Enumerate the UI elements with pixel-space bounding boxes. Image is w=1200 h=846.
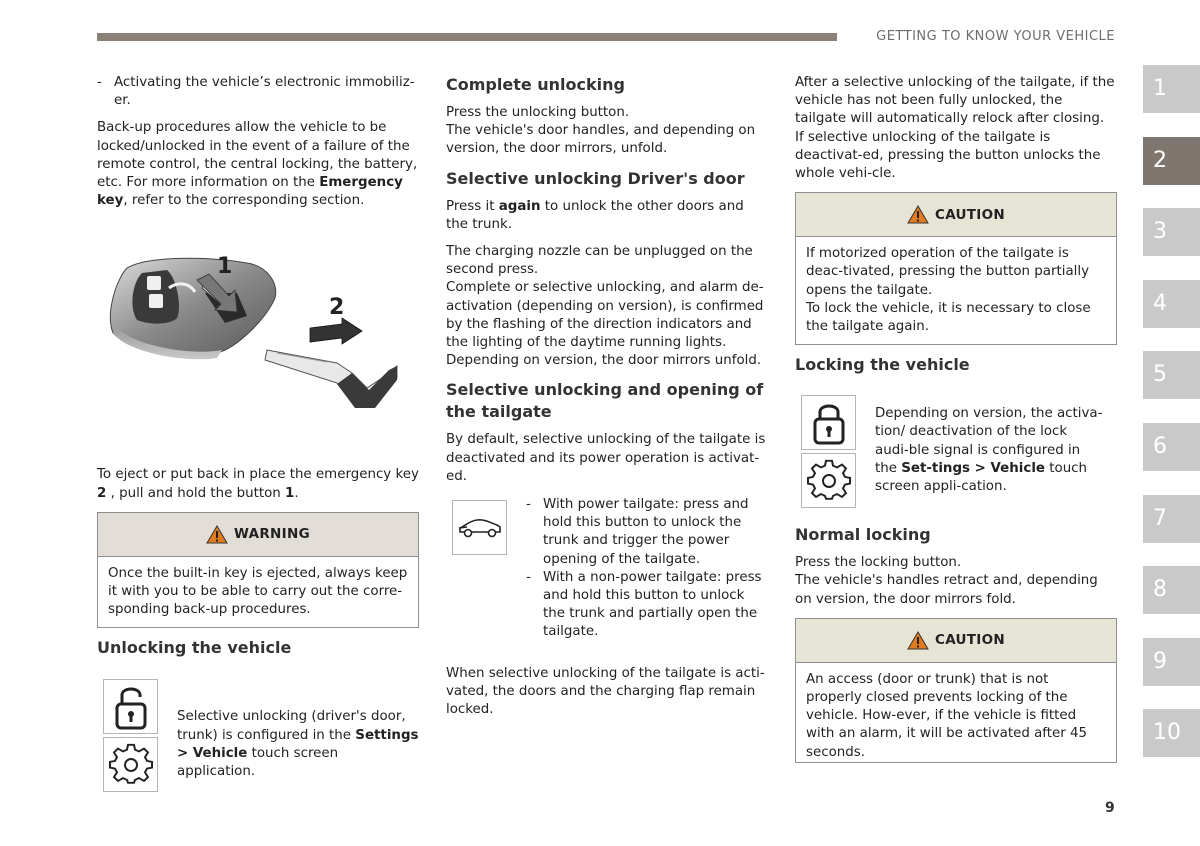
gear-icon: [109, 743, 153, 787]
key-fob-illustration: [97, 238, 419, 453]
press-again-text: Press it again to unlock the other doors and the trunk.: [446, 198, 744, 232]
caution-body-1: [796, 237, 1116, 344]
charging-text-1: The charging nozzle can be unplugged on the second press.: [446, 244, 753, 278]
caution-header-1: [796, 193, 1116, 237]
chapter-tab-8[interactable]: 8: [1143, 566, 1200, 614]
caution-text-1a: If motorized operation of the tailgate is deac-tivated, pressing the button partially opens the tailgate.: [806, 246, 1090, 298]
chapter-tab-1[interactable]: 1: [1143, 65, 1200, 113]
complete-text-1: Press the unlocking button.: [446, 105, 630, 120]
warning-title: WARNING: [234, 526, 310, 543]
bullet-immobilizer: - Activating the vehicle’s electronic immobiliz-er.: [97, 74, 419, 110]
caution-header-2: [796, 619, 1116, 663]
locking-setting-row: [795, 395, 1117, 513]
section-title: GETTING TO KNOW YOUR VEHICLE: [876, 29, 1115, 44]
key-figure: [97, 238, 419, 453]
chapter-tab-10[interactable]: 10: [1143, 709, 1200, 757]
column-1: [97, 74, 419, 794]
backup-paragraph: Back-up procedures allow the vehicle to be locked/unlocked in the event of a failure of the remote control, the central locking, the battery, etc. For more information on the Emergency key, refer to the corresponding section.: [97, 120, 418, 209]
complete-unlocking-heading: Complete unlocking: [446, 75, 625, 94]
eject-paragraph: To eject or put back in place the emergency key 2 , pull and hold the button 1.: [97, 467, 419, 501]
complete-text-2: The vehicle's door handles, and depending on version, the door mirrors, unfold.: [446, 123, 756, 157]
caution-title-2: CAUTION: [934, 632, 1005, 649]
caution-triangle-icon: [907, 631, 929, 650]
warning-text: Once the built-in key is ejected, always keep it with you to be able to carry out the corre-sponding back-up procedures.: [108, 565, 408, 618]
chapter-tab-2[interactable]: 2: [1143, 137, 1200, 185]
tailgate-heading: Selective unlocking and opening of the tailgate: [446, 380, 764, 422]
chapter-tabs: [1143, 65, 1200, 781]
unlock-button-icon-box: [103, 679, 158, 734]
bullet-power-tailgate: - With power tailgate: press and hold this button to unlock the trunk and trigger the power opening of the tailgate.: [526, 496, 768, 569]
after-text-2: If selective unlocking of the tailgate is deactivat-ed, pressing the button unlocks the whole vehi-cle.: [795, 129, 1101, 182]
normal-text-1: Press the locking button.: [795, 555, 962, 571]
caution-box-2: [795, 618, 1117, 763]
locking-setting-text: Depending on version, the activa-tion/ deactivation of the lock audi-ble signal is configured in the Set-tings > Vehicle touch screen appli-cation.: [875, 406, 1103, 495]
unlock-setting-text: Selective unlocking (driver's door, trunk) is configured in the Settings > Vehicle touch screen application.: [177, 709, 419, 780]
emergency-key-link: Emergency key: [97, 175, 403, 209]
warning-triangle-icon: [206, 525, 228, 544]
bullet-non-power-tailgate: - With a non-power tailgate: press and hold this button to unlock the trunk and partially open the tailgate.: [526, 569, 768, 642]
page-number: 9: [1105, 800, 1115, 816]
chapter-tab-3[interactable]: 3: [1143, 208, 1200, 256]
driver-door-heading: Selective unlocking Driver's door: [446, 168, 745, 188]
unlock-setting-row: [97, 679, 419, 794]
chapter-tab-9[interactable]: 9: [1143, 638, 1200, 686]
normal-locking-heading: Normal locking: [795, 525, 931, 545]
caution-text-2: An access (door or trunk) that is not properly closed prevents locking of the vehicle. How-ever, if the vehicle is fitted with an alarm, it will be activated after 45 seconds.: [806, 671, 1088, 760]
chapter-tab-6[interactable]: 6: [1143, 423, 1200, 471]
warning-box: [97, 512, 419, 629]
chapter-tab-7[interactable]: 7: [1143, 495, 1200, 543]
padlock-closed-icon: [812, 401, 846, 445]
header-bar: [97, 33, 837, 41]
caution-text-1b: To lock the vehicle, it is necessary to close the tailgate again.: [806, 300, 1091, 335]
after-text-1: After a selective unlocking of the tailgate, if the vehicle has not been fully unlocked, the tailgate will automatically relock after closing.: [795, 75, 1115, 127]
settings-icon-box: [103, 737, 158, 792]
tailgate-icon-box: [452, 500, 507, 555]
settings-icon-box-2: [801, 453, 856, 508]
normal-text-2: The vehicle's handles retract and, depending on version, the door mirrors fold.: [795, 573, 1098, 607]
car-tailgate-icon: [457, 516, 503, 540]
unlocking-heading: Unlocking the vehicle: [97, 638, 292, 658]
gear-icon: [807, 459, 851, 503]
caution-title-1: CAUTION: [934, 206, 1005, 223]
default-tailgate-text: By default, selective unlocking of the tailgate is deactivated and its power operation is activat-ed.: [446, 432, 766, 484]
figure-label-2: 2: [329, 295, 345, 321]
when-selective-text: When selective unlocking of the tailgate is acti-vated, the doors and the charging flap remain locked.: [446, 666, 765, 718]
caution-triangle-icon: [907, 205, 929, 224]
charging-text-3: Depending on version, the door mirrors unfold.: [446, 353, 762, 369]
chapter-tab-4[interactable]: 4: [1143, 280, 1200, 328]
caution-box-1: [795, 192, 1117, 345]
column-3: [795, 74, 1117, 763]
locking-heading: Locking the vehicle: [795, 355, 970, 375]
padlock-open-icon: [113, 683, 149, 731]
tailgate-button-row: [446, 496, 768, 666]
chapter-tab-5[interactable]: 5: [1143, 351, 1200, 399]
figure-label-1: 1: [217, 254, 233, 280]
lock-button-icon-box: [801, 395, 856, 450]
warning-header: [98, 513, 418, 557]
column-2: [446, 74, 768, 720]
charging-text-2: Complete or selective unlocking, and alarm de-activation (depending on version), is confirmed by the flashing of the direction indicators and the lighting of the daytime running lights.: [446, 280, 764, 351]
